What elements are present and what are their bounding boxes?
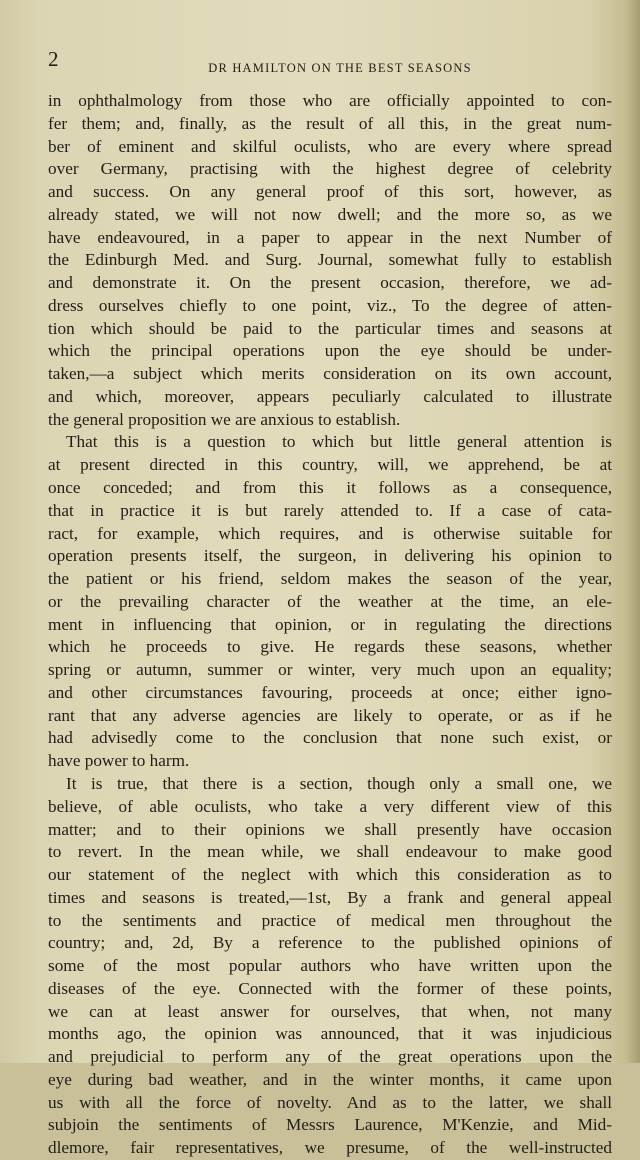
text-line: in ophthalmology from those who are officially appointed to con-: [48, 91, 612, 110]
text-line: had advisedly come to the conclusion that none such exist, or: [48, 728, 612, 748]
text-line: that in practice it is but rarely attended to. If a case of cata-: [48, 500, 612, 520]
body-text: [48, 90, 612, 1160]
text-line: once conceded; and from this it follows as a consequence,: [48, 478, 612, 498]
page-number: 2: [48, 47, 59, 71]
text-line: diseases of the eye. Connected with the former of these points,: [48, 978, 612, 998]
text-line: rant that any adverse agencies are likely to operate, or as if he: [48, 705, 612, 725]
text-line: we can at least answer for ourselves, that when, not many: [48, 1001, 612, 1021]
text-line: believe, of able oculists, who take a very different view of this: [48, 796, 612, 816]
text-line: subjoin the sentiments of Messrs Laurence, M'Kenzie, and Mid-: [48, 1115, 612, 1135]
text-line: country; and, 2d, By a reference to the published opinions of: [48, 933, 612, 953]
page-edge-shadow: [626, 0, 640, 1063]
text-line: It is true, that there is a section, though only a small one, we: [66, 773, 612, 793]
text-line: some of the most popular authors who have written upon the: [48, 956, 612, 976]
text-line: our statement of the neglect with which this consideration as to: [48, 865, 612, 885]
text-line: and other circumstances favouring, proceeds at once; either igno-: [48, 682, 612, 702]
text-line: to the sentiments and practice of medical men throughout the: [48, 910, 612, 930]
text-line: at present directed in this country, will, we apprehend, be at: [48, 455, 612, 475]
text-line: and demonstrate it. On the present occasion, therefore, we ad-: [48, 273, 612, 293]
text-line: dress ourselves chiefly to one point, viz., To the degree of atten-: [48, 295, 612, 315]
text-line: months ago, the opinion was announced, that it was injudicious: [48, 1024, 612, 1044]
text-line: tion which should be paid to the particular times and seasons at: [48, 318, 612, 338]
text-line: the general proposition we are anxious to establish.: [48, 409, 401, 429]
running-head: DR HAMILTON ON THE BEST SEASONS: [208, 61, 472, 75]
text-line: and prejudicial to perform any of the great operations upon the: [48, 1047, 612, 1067]
text-line: have endeavoured, in a paper to appear in the next Number of: [48, 227, 612, 247]
text-line: spring or autumn, summer or winter, very much upon an equality;: [48, 660, 612, 680]
text-line: ber of eminent and skilful oculists, who are every where spread: [48, 136, 612, 156]
text-line: fer them; and, finally, as the result of all this, in the great num-: [48, 113, 612, 133]
text-line: the patient or his friend, seldom makes the season of the year,: [48, 569, 612, 589]
text-line: taken,—a subject which merits consideration on its own account,: [48, 364, 612, 384]
text-line: us with all the force of novelty. And as to the latter, we shall: [48, 1092, 612, 1112]
text-line: which the principal operations upon the eye should be under-: [48, 341, 612, 361]
text-line: have power to harm.: [48, 751, 190, 771]
text-line: ract, for example, which requires, and is otherwise suitable for: [48, 523, 612, 543]
text-line: times and seasons is treated,—1st, By a frank and general appeal: [48, 887, 612, 907]
text-line: matter; and to their opinions we shall presently have occasion: [48, 819, 612, 839]
text-line: over Germany, practising with the highest degree of celebrity: [48, 159, 612, 179]
text-line: eye during bad weather, and in the winter months, it came upon: [48, 1069, 612, 1089]
text-line: and success. On any general proof of this sort, however, as: [48, 182, 612, 202]
text-line: the Edinburgh Med. and Surg. Journal, somewhat fully to establish: [48, 250, 612, 270]
text-line: dlemore, fair representatives, we presume, of the well-instructed: [48, 1138, 612, 1158]
text-line: or the prevailing character of the weather at the time, an ele-: [48, 591, 612, 611]
text-line: which he proceeds to give. He regards these seasons, whether: [48, 637, 612, 657]
text-line: operation presents itself, the surgeon, in delivering his opinion to: [48, 546, 612, 566]
text-line: and which, moreover, appears peculiarly calculated to illustrate: [48, 386, 612, 406]
text-line: already stated, we will not now dwell; and the more so, as we: [48, 204, 612, 224]
text-line: That this is a question to which but little general attention is: [66, 432, 612, 452]
text-line: to revert. In the mean while, we shall endeavour to make good: [48, 842, 612, 862]
text-line: ment in influencing that opinion, or in regulating the directions: [48, 614, 612, 634]
